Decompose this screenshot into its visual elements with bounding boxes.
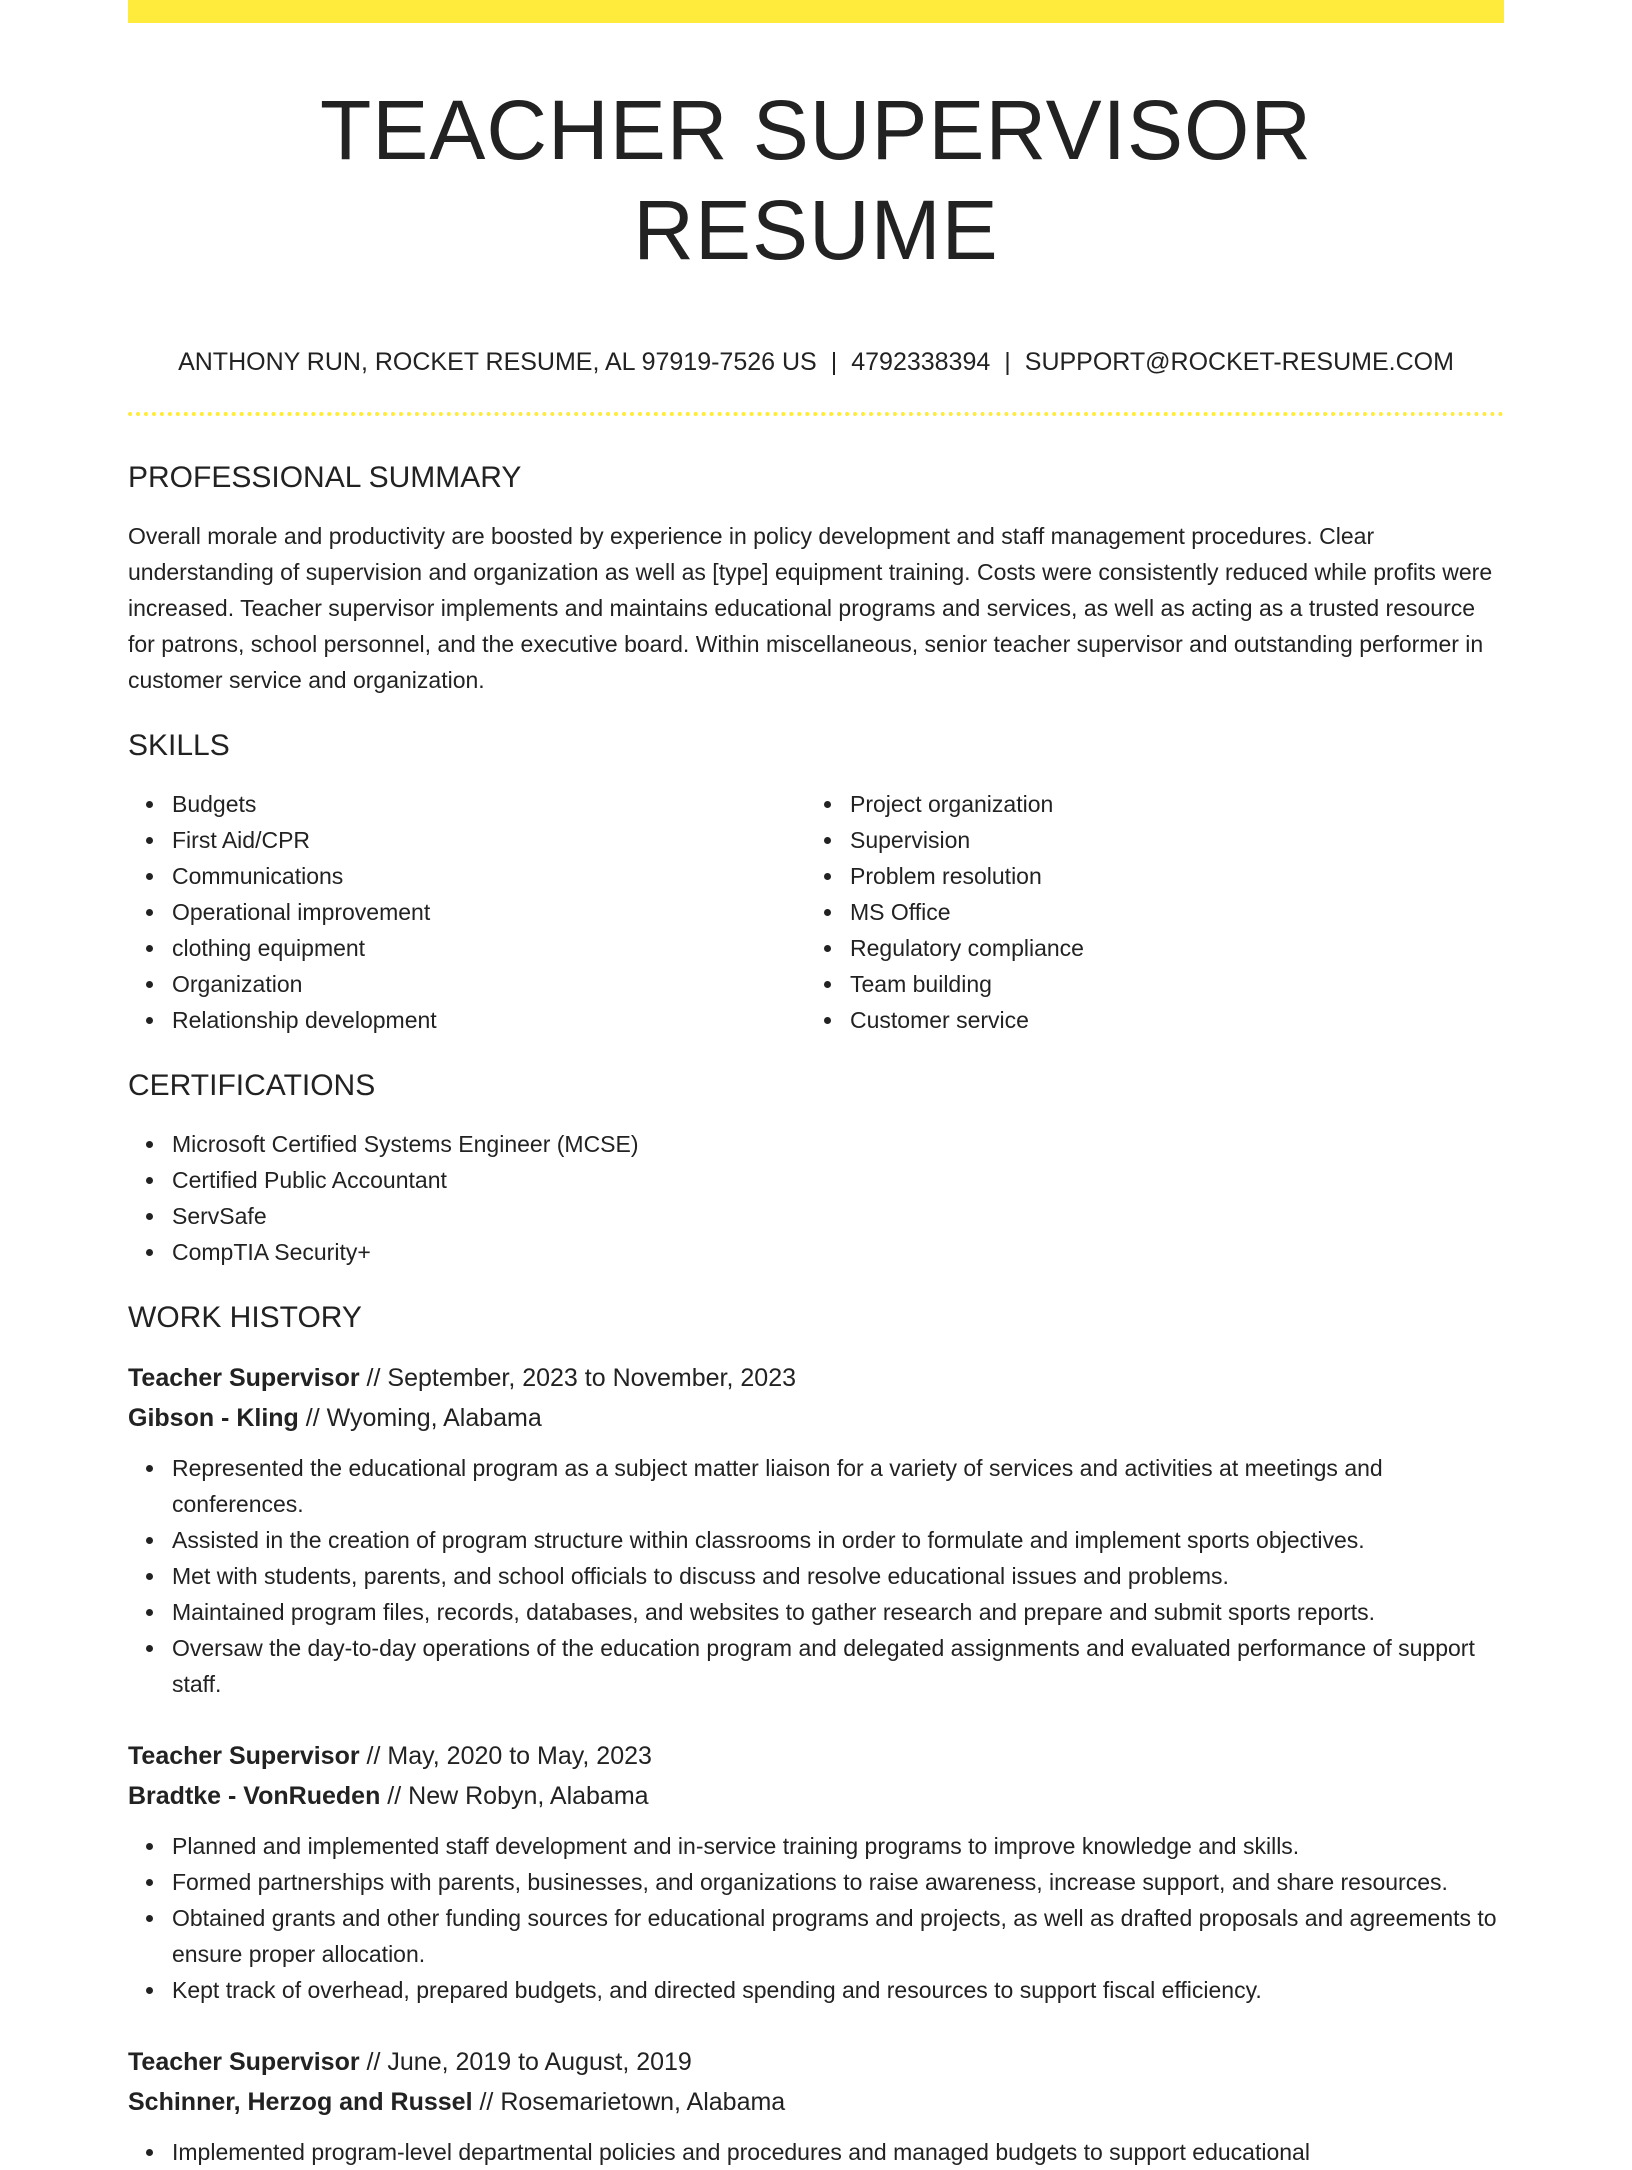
- job-location: New Robyn, Alabama: [408, 1782, 649, 1810]
- job-bullet: Represented the educational program as a subject matter liaison for a variety of services and activities at meetings and conferences.: [172, 1450, 1504, 1522]
- job-bullet: Maintained program files, records, databases, and websites to gather research and prepare and submit sports reports.: [172, 1594, 1504, 1630]
- job-company-line: [128, 1776, 1504, 1816]
- contact-email: SUPPORT@ROCKET-RESUME.COM: [1024, 348, 1454, 376]
- job-bullet: Kept track of overhead, prepared budgets, and directed spending and resources to support fiscal efficiency.: [172, 1972, 1504, 2008]
- job-divider: //: [387, 1782, 402, 1810]
- skills-grid: [128, 786, 1504, 1038]
- job-bullets: [128, 1828, 1504, 2008]
- job-title-line: [128, 1736, 1504, 1776]
- skill-item: Team building: [850, 966, 1504, 1002]
- job-title: Teacher Supervisor: [128, 2048, 360, 2076]
- job-bullet: Implemented program-level departmental policies and procedures and managed budgets to support educational: [172, 2134, 1504, 2170]
- skills-left-column: [128, 786, 850, 1038]
- contact-phone: 4792338394: [851, 348, 991, 376]
- job-bullet: Oversaw the day-to-day operations of the education program and delegated assignments and evaluated performance of support staff.: [172, 1630, 1504, 1702]
- summary-text: Overall morale and productivity are boosted by experience in policy development and staff management procedures. Clear understanding of supervision and organization as well as [type] equipment training. Costs were consistently reduced while profits were increased. Teacher supervisor implements and maintains educational programs and services, as well as acting as a trusted resource for patrons, school personnel, and the executive board. Within miscellaneous, senior teacher supervisor and outstanding performer in customer service and organization.: [128, 523, 1493, 693]
- job-title: Teacher Supervisor: [128, 1742, 360, 1770]
- job-divider: //: [366, 1364, 381, 1392]
- job-bullet: Assisted in the creation of program structure within classrooms in order to formulate and implement sports objectives.: [172, 1522, 1504, 1558]
- job-bullet: Formed partnerships with parents, businesses, and organizations to raise awareness, increase support, and share resources.: [172, 1864, 1504, 1900]
- job-dates: May, 2020 to May, 2023: [387, 1742, 652, 1770]
- certification-item: Microsoft Certified Systems Engineer (MCSE): [172, 1126, 1504, 1162]
- certification-item: CompTIA Security+: [172, 1234, 1504, 1270]
- job-dates: June, 2019 to August, 2019: [387, 2048, 692, 2076]
- job-bullets: [128, 1450, 1504, 1702]
- skill-item: Operational improvement: [172, 894, 850, 930]
- skills-heading: SKILLS: [128, 729, 230, 762]
- skill-item: Project organization: [850, 786, 1504, 822]
- certifications-heading: CERTIFICATIONS: [128, 1069, 376, 1102]
- job-company-line: [128, 2082, 1504, 2122]
- job-location: Rosemarietown, Alabama: [500, 2088, 786, 2116]
- skill-item: MS Office: [850, 894, 1504, 930]
- job-location: Wyoming, Alabama: [326, 1404, 542, 1432]
- contact-line: [128, 346, 1504, 378]
- job-bullets: [128, 2134, 1504, 2170]
- certification-item: Certified Public Accountant: [172, 1162, 1504, 1198]
- job-entry: [128, 1358, 1504, 1702]
- skill-item: Problem resolution: [850, 858, 1504, 894]
- job-entry: [128, 2042, 1504, 2170]
- work-history-heading: WORK HISTORY: [128, 1301, 362, 1334]
- job-bullet: Obtained grants and other funding sources for educational programs and projects, as well as drafted proposals and agreements to ensure proper allocation.: [172, 1900, 1504, 1972]
- contact-separator: |: [1004, 348, 1011, 376]
- job-title-line: [128, 2042, 1504, 2082]
- job-company: Gibson - Kling: [128, 1404, 299, 1432]
- skill-item: First Aid/CPR: [172, 822, 850, 858]
- job-bullet: Planned and implemented staff development and in-service training programs to improve knowledge and skills.: [172, 1828, 1504, 1864]
- job-bullet: Met with students, parents, and school officials to discuss and resolve educational issues and problems.: [172, 1558, 1504, 1594]
- summary-heading: PROFESSIONAL SUMMARY: [128, 461, 522, 494]
- skill-item: clothing equipment: [172, 930, 850, 966]
- page-title: TEACHER SUPERVISOR RESUME: [320, 83, 1312, 277]
- job-divider: //: [366, 2048, 381, 2076]
- job-company-line: [128, 1398, 1504, 1438]
- skill-item: Budgets: [172, 786, 850, 822]
- dotted-divider: [128, 412, 1504, 416]
- job-dates: September, 2023 to November, 2023: [387, 1364, 797, 1392]
- skill-item: Regulatory compliance: [850, 930, 1504, 966]
- resume-content: [128, 0, 1504, 2170]
- job-company: Schinner, Herzog and Russel: [128, 2088, 473, 2116]
- job-divider: //: [305, 1404, 320, 1432]
- job-divider: //: [479, 2088, 494, 2116]
- skill-item: Relationship development: [172, 1002, 850, 1038]
- skill-item: Communications: [172, 858, 850, 894]
- skill-item: Organization: [172, 966, 850, 1002]
- job-title-line: [128, 1358, 1504, 1398]
- skills-right-column: [850, 786, 1504, 1038]
- contact-address: ANTHONY RUN, ROCKET RESUME, AL 97919-7526 US: [178, 348, 817, 376]
- job-company: Bradtke - VonRueden: [128, 1782, 381, 1810]
- skill-item: Supervision: [850, 822, 1504, 858]
- certifications-list: [128, 1126, 1504, 1270]
- job-divider: //: [366, 1742, 381, 1770]
- work-history-list: [128, 1358, 1504, 2170]
- contact-separator: |: [830, 348, 838, 376]
- job-entry: [128, 1736, 1504, 2008]
- certification-item: ServSafe: [172, 1198, 1504, 1234]
- job-title: Teacher Supervisor: [128, 1364, 360, 1392]
- skill-item: Customer service: [850, 1002, 1504, 1038]
